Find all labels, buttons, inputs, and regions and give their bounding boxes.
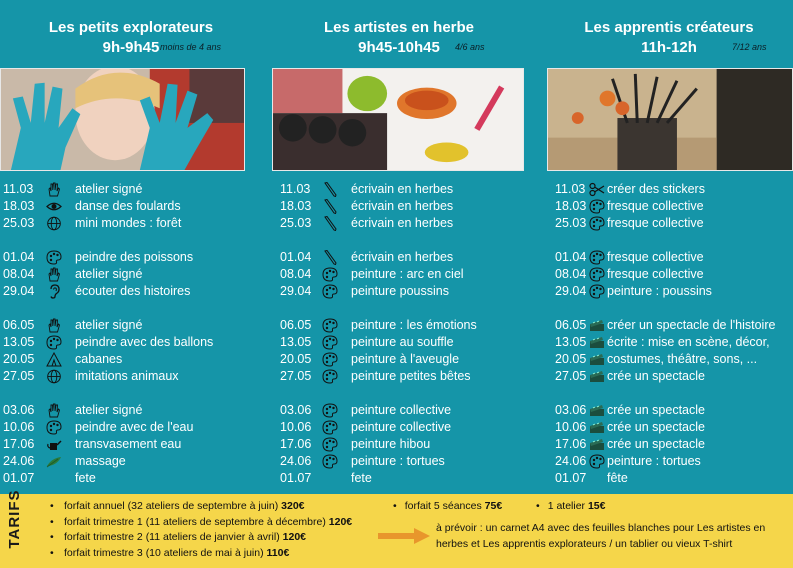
column-title: Les artistes en herbe <box>323 19 475 36</box>
clapper-icon <box>589 318 605 333</box>
palette-icon <box>589 199 605 214</box>
palette-icon <box>322 454 338 469</box>
activity-label: crée un spectacle <box>607 403 705 417</box>
activity-label: mini mondes : forêt <box>75 216 182 230</box>
feather-icon <box>46 454 62 469</box>
activity-label: créer des stickers <box>607 182 705 196</box>
schedule-row <box>0 198 262 215</box>
palette-icon <box>322 437 338 452</box>
clapper-icon <box>589 369 605 384</box>
clapper-icon <box>589 403 605 418</box>
tarifs-label: TARIFS <box>6 489 23 549</box>
schedule-row <box>545 436 793 453</box>
tarif-item: • forfait trimestre 1 (11 ateliers de septembre à décembre) 120€ <box>50 515 352 531</box>
activity-label: atelier signé <box>75 182 143 196</box>
activity-label: peinture : poussins <box>607 284 712 298</box>
column-title: Les petits explorateurs <box>48 19 214 36</box>
session-date: 18.03 <box>555 199 587 213</box>
session-date: 20.05 <box>280 352 312 366</box>
watering-can-icon <box>46 437 62 452</box>
tarif-five-sessions: • forfait 5 séances 75€ <box>393 500 503 512</box>
activity-label: atelier signé <box>75 318 143 332</box>
session-date: 11.03 <box>280 182 311 196</box>
session-date: 06.05 <box>3 318 35 332</box>
session-date: 18.03 <box>280 199 312 213</box>
activity-label: fresque collective <box>607 216 704 230</box>
hand-icon <box>46 182 62 197</box>
activity-label: costumes, théâtre, sons, ... <box>607 352 758 366</box>
activity-label: atelier signé <box>75 403 143 417</box>
session-date: 24.06 <box>555 454 587 468</box>
session-date: 08.04 <box>280 267 312 281</box>
palette-icon <box>46 250 62 265</box>
schedule-row <box>0 470 262 487</box>
schedule-row <box>268 198 530 215</box>
schedule-row <box>545 470 793 487</box>
schedule-row <box>545 215 793 232</box>
schedule-row <box>0 436 262 453</box>
schedule-row <box>545 317 793 334</box>
schedule-row <box>545 402 793 419</box>
activity-label: peinture à l'aveugle <box>351 352 460 366</box>
activity-label: massage <box>75 454 126 468</box>
palette-icon <box>322 420 338 435</box>
activity-label: fete <box>75 471 96 485</box>
palette-icon <box>589 454 605 469</box>
session-date: 01.04 <box>3 250 35 264</box>
schedule-row <box>545 419 793 436</box>
palette-icon <box>322 284 338 299</box>
age-range: 4/6 ans <box>455 42 485 52</box>
session-date: 24.06 <box>3 454 35 468</box>
schedule-row <box>545 249 793 266</box>
session-date: 03.06 <box>280 403 312 417</box>
palette-icon <box>589 216 605 231</box>
hand-icon <box>46 318 62 333</box>
activity-label: peindre avec des ballons <box>75 335 214 349</box>
ear-icon <box>46 284 62 299</box>
schedule-row <box>545 334 793 351</box>
activity-label: peinture hibou <box>351 437 431 451</box>
pencil-icon <box>322 216 338 231</box>
session-date: 25.03 <box>280 216 312 230</box>
palette-icon <box>322 335 338 350</box>
activity-label: crée un spectacle <box>607 437 705 451</box>
session-date: 01.07 <box>280 471 312 485</box>
schedule-row <box>268 334 530 351</box>
column-header <box>0 18 262 58</box>
hand-icon <box>46 403 62 418</box>
activity-label: peindre avec de l'eau <box>75 420 194 434</box>
session-date: 08.04 <box>3 267 35 281</box>
activity-label: créer un spectacle de l'histoire <box>607 318 776 332</box>
schedule-row <box>0 402 262 419</box>
schedule-row <box>545 283 793 300</box>
globe-icon <box>46 216 62 231</box>
activity-label: fête <box>607 471 628 485</box>
clapper-icon <box>589 420 605 435</box>
activity-label: écrivain en herbes <box>351 182 454 196</box>
activity-label: peinture : les émotions <box>351 318 477 332</box>
photo-painted-hands <box>0 68 245 171</box>
clapper-icon <box>589 352 605 367</box>
session-date: 27.05 <box>555 369 587 383</box>
schedule-row <box>0 453 262 470</box>
palette-icon <box>322 318 338 333</box>
schedule-row <box>545 453 793 470</box>
activity-label: peinture : tortues <box>607 454 701 468</box>
activity-label: crée un spectacle <box>607 369 705 383</box>
session-date: 06.05 <box>555 318 587 332</box>
globe-icon <box>46 369 62 384</box>
schedule-row <box>545 266 793 283</box>
column-header <box>268 18 530 58</box>
schedule-row <box>268 317 530 334</box>
schedule-row <box>0 351 262 368</box>
column-header <box>545 18 793 58</box>
session-date: 03.06 <box>3 403 35 417</box>
palette-icon <box>46 335 62 350</box>
schedule-row <box>0 249 262 266</box>
schedule-row <box>268 351 530 368</box>
schedule-row <box>545 368 793 385</box>
activity-label: écouter des histoires <box>75 284 191 298</box>
session-date: 10.06 <box>280 420 312 434</box>
schedule-row <box>268 453 530 470</box>
session-date: 01.07 <box>555 471 587 485</box>
activity-label: écrivain en herbes <box>351 199 454 213</box>
photo-turtle-paintings <box>272 68 524 171</box>
column-title: Les apprentis créateurs <box>584 19 754 36</box>
session-date: 17.06 <box>555 437 587 451</box>
session-date: 10.06 <box>555 420 587 434</box>
activity-label: peinture poussins <box>351 284 449 298</box>
tarif-item: • forfait trimestre 2 (11 ateliers de janvier à avril) 120€ <box>50 530 352 546</box>
clapper-icon <box>589 437 605 452</box>
session-date: 11.03 <box>3 182 34 196</box>
eye-icon <box>46 199 62 214</box>
activity-label: peinture : tortues <box>351 454 445 468</box>
palette-icon <box>589 267 605 282</box>
supplies-note: à prévoir : un carnet A4 avec des feuilles blanches pour Les artistes en herbes et Les apprentis explorateurs / un tablier ou vieux T-shirt <box>436 522 766 550</box>
palette-icon <box>589 284 605 299</box>
schedule-row <box>0 215 262 232</box>
pencil-icon <box>322 182 338 197</box>
session-time: 9h45-10h45 <box>358 39 440 56</box>
schedule-row <box>545 351 793 368</box>
session-date: 29.04 <box>555 284 587 298</box>
schedule-row <box>268 215 530 232</box>
schedule-row <box>268 368 530 385</box>
activity-label: fete <box>351 471 372 485</box>
schedule-row <box>268 470 530 487</box>
session-date: 17.06 <box>3 437 35 451</box>
schedule-row <box>545 181 793 198</box>
session-date: 11.03 <box>555 182 586 196</box>
session-date: 13.05 <box>3 335 35 349</box>
activity-label: fresque collective <box>607 250 704 264</box>
session-date: 08.04 <box>555 267 587 281</box>
activity-label: transvasement eau <box>75 437 182 451</box>
scissors-icon <box>589 182 605 197</box>
palette-icon <box>46 420 62 435</box>
activity-label: danse des foulards <box>75 199 181 213</box>
hand-icon <box>46 267 62 282</box>
clapper-icon <box>589 335 605 350</box>
schedule-row <box>268 266 530 283</box>
pencil-icon <box>322 250 338 265</box>
schedule-row <box>268 419 530 436</box>
activity-label: cabanes <box>75 352 123 366</box>
activity-label: peinture : arc en ciel <box>351 267 464 281</box>
activity-label: écrivain en herbes <box>351 216 454 230</box>
session-date: 24.06 <box>280 454 312 468</box>
schedule-row <box>545 198 793 215</box>
activity-label: écrite : mise en scène, décor, <box>607 335 770 349</box>
schedule-row <box>268 249 530 266</box>
tarifs-banner <box>0 489 793 568</box>
schedule-list <box>0 181 262 487</box>
session-date: 13.05 <box>555 335 587 349</box>
activity-label: peinture au souffle <box>351 335 454 349</box>
schedule-row <box>268 402 530 419</box>
tarif-item: • forfait annuel (32 ateliers de septembre à juin) 320€ <box>50 499 352 515</box>
schedule-row <box>0 283 262 300</box>
palette-icon <box>322 403 338 418</box>
schedule-list <box>268 181 530 487</box>
session-time: 11h-12h <box>641 39 697 56</box>
palette-icon <box>589 250 605 265</box>
session-date: 01.04 <box>555 250 587 264</box>
tarif-item: • forfait trimestre 3 (10 ateliers de mai à juin) 110€ <box>50 546 352 562</box>
activity-label: peinture collective <box>351 420 452 434</box>
session-date: 29.04 <box>280 284 312 298</box>
tarif-one-workshop: • 1 atelier 15€ <box>536 500 606 512</box>
activity-label: crée un spectacle <box>607 420 705 434</box>
session-date: 01.04 <box>280 250 312 264</box>
schedule-row <box>0 317 262 334</box>
session-date: 18.03 <box>3 199 35 213</box>
session-date: 06.05 <box>280 318 312 332</box>
session-date: 29.04 <box>3 284 35 298</box>
tent-icon <box>46 352 62 367</box>
activity-label: imitations animaux <box>75 369 179 383</box>
schedule-row <box>0 181 262 198</box>
schedule-list <box>545 181 793 487</box>
session-time: 9h-9h45 <box>102 39 160 56</box>
session-date: 25.03 <box>555 216 587 230</box>
session-date: 27.05 <box>3 369 35 383</box>
age-range: 7/12 ans <box>732 42 767 52</box>
palette-icon <box>322 267 338 282</box>
photo-paintbrushes <box>547 68 793 171</box>
schedule-row <box>268 436 530 453</box>
session-date: 13.05 <box>280 335 312 349</box>
schedule-row <box>0 266 262 283</box>
schedule-row <box>0 368 262 385</box>
session-date: 01.07 <box>3 471 35 485</box>
arrow-right-icon <box>378 528 430 544</box>
activity-label: fresque collective <box>607 267 704 281</box>
schedule-row <box>0 334 262 351</box>
activity-label: fresque collective <box>607 199 704 213</box>
palette-icon <box>322 352 338 367</box>
session-date: 10.06 <box>3 420 35 434</box>
schedule-row <box>0 419 262 436</box>
pencil-icon <box>322 199 338 214</box>
activity-label: peinture petites bêtes <box>351 369 471 383</box>
session-date: 20.05 <box>3 352 35 366</box>
session-date: 17.06 <box>280 437 312 451</box>
session-date: 20.05 <box>555 352 587 366</box>
schedule-row <box>268 181 530 198</box>
tarifs-list <box>50 499 352 561</box>
activity-label: peinture collective <box>351 403 452 417</box>
schedule-row <box>268 283 530 300</box>
activity-label: peindre des poissons <box>75 250 194 264</box>
activity-label: atelier signé <box>75 267 143 281</box>
session-date: 27.05 <box>280 369 312 383</box>
palette-icon <box>322 369 338 384</box>
activity-label: écrivain en herbes <box>351 250 454 264</box>
session-date: 25.03 <box>3 216 35 230</box>
age-range: moins de 4 ans <box>160 42 222 52</box>
session-date: 03.06 <box>555 403 587 417</box>
